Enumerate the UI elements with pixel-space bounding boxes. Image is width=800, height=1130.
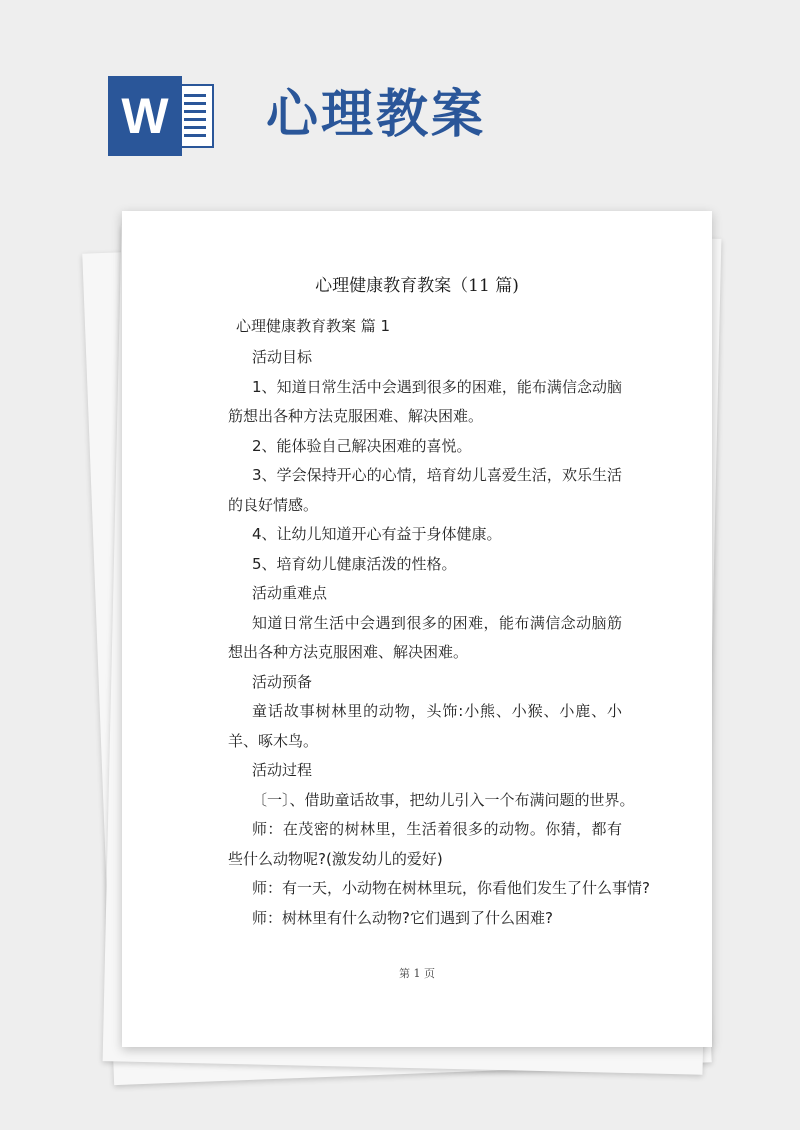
paragraph: 活动目标 <box>252 348 313 366</box>
page-number: 第 1 页 <box>399 967 435 980</box>
paragraph: 活动预备 <box>252 672 313 691</box>
paragraph: 师：树林里有什么动物?它们遇到了什么困难? <box>252 908 553 927</box>
paragraph: 活动过程 <box>252 761 313 779</box>
paragraph: 4、让幼儿知道开心有益于身体健康。 <box>252 525 502 543</box>
paragraph: 3、学会保持开心的心情，培育幼儿喜爱生活，欢乐生活的良好情感。 <box>228 466 622 514</box>
section-heading: 心理健康教育教案 篇 1 <box>236 317 391 335</box>
paragraph: 童话故事树林里的动物，头饰:小熊、小猴、小鹿、小羊、啄木鸟。 <box>228 702 622 750</box>
paragraph: 1、知道日常生活中会遇到很多的困难，能布满信念动脑筋想出各种方法克服困难、解决困难。 <box>228 377 622 425</box>
paragraph: 活动重难点 <box>252 584 328 602</box>
paragraph: 2、能体验自己解决困难的喜悦。 <box>252 436 472 455</box>
word-logo-icon <box>108 76 214 156</box>
paragraph: 知道日常生活中会遇到很多的困难，能布满信念动脑筋想出各种方法克服困难、解决困难。 <box>228 613 622 661</box>
document-title: 心理健康教育教案（11 篇) <box>315 276 519 296</box>
word-letter: W <box>108 76 182 156</box>
banner-title: 心理教案 <box>266 85 487 145</box>
paragraph: 师：有一天，小动物在树林里玩，你看他们发生了什么事情? <box>252 879 650 897</box>
paragraph: 师：在茂密的树林里，生活着很多的动物。你猜，都有些什么动物呢?(激发幼儿的爱好) <box>228 820 622 868</box>
document-body <box>228 343 650 933</box>
document-page <box>122 211 712 1047</box>
paragraph: 〔一〕、借助童话故事，把幼儿引入一个布满问题的世界。 <box>252 790 635 809</box>
banner <box>0 0 800 210</box>
paragraph: 5、培育幼儿健康活泼的性格。 <box>252 554 457 573</box>
